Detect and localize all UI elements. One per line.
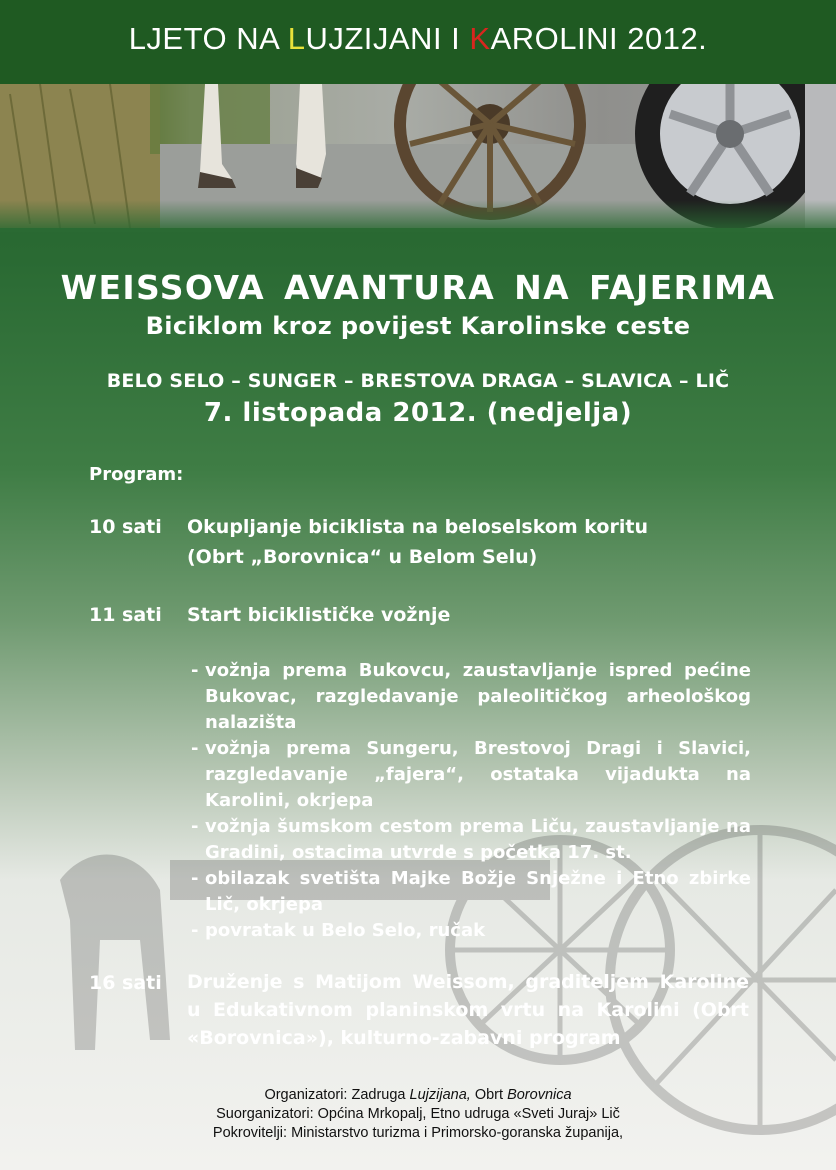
footer-organizers <box>0 1086 836 1105</box>
event-subtitle: Biciklom kroz povijest Karolinske ceste <box>145 312 691 340</box>
header-title-part: LJETO NA <box>128 21 288 56</box>
footer-text: Lujzijana, <box>409 1087 471 1103</box>
event-title: WEISSOVA AVANTURA NA FAJERIMA <box>60 268 776 307</box>
header-title-letter-k: K <box>469 21 491 56</box>
program-time: 10 sati <box>89 516 162 538</box>
footer-coorganizers: Suorganizatori: Općina Mrkopalj, Etno udruga «Sveti Juraj» Lič <box>216 1106 620 1122</box>
header-title-letter-l: L <box>287 21 306 56</box>
footer-text: Obrt <box>470 1087 508 1103</box>
program-item: Start biciklističke vožnje <box>187 604 451 626</box>
program-label: Program: <box>89 464 184 485</box>
list-item: - vožnja prema Sungeru, Brestovoj Dragi i Slavici, razgledavanje „fajera“, ostataka vijadukta na Karolini, okrjepa <box>191 736 751 814</box>
header-title-part: UJZIJANI I <box>305 21 470 56</box>
program-item <box>187 512 648 572</box>
footer-text: Borovnica <box>507 1087 572 1103</box>
event-route: BELO SELO – SUNGER – BRESTOVA DRAGA – SLAVICA – LIČ <box>106 370 730 392</box>
program-item-line: (Obrt „Borovnica“ u Belom Selu) <box>187 546 538 568</box>
list-item: - vožnja šumskom cestom prema Liču, zaustavljanje na Gradini, ostacima utvrde s početka 17. st. <box>191 814 751 866</box>
footer-credits <box>0 1086 836 1143</box>
program-bullet-list <box>191 658 751 944</box>
photo-strip-fade <box>0 200 836 232</box>
header-title-part: AROLINI 2012. <box>490 21 708 56</box>
footer-text: Organizatori: Zadruga <box>264 1087 410 1103</box>
program-time: 16 sati <box>89 972 162 994</box>
list-item: - obilazak svetišta Majke Božje Snježne i Etno zbirke Lič, okrjepa <box>191 866 751 918</box>
program-item-line: Okupljanje biciklista na beloselskom koritu <box>187 516 648 538</box>
list-item: - povratak u Belo Selo, ručak <box>191 918 751 944</box>
header-band <box>0 0 836 84</box>
header-title <box>129 21 708 57</box>
program-time: 11 sati <box>89 604 162 626</box>
event-date: 7. listopada 2012. (nedjelja) <box>203 398 633 428</box>
list-item: - vožnja prema Bukovcu, zaustavljanje ispred pećine Bukovac, razgledavanje paleolitičkog arheološkog nalazišta <box>191 658 751 736</box>
program-item: Druženje s Matijom Weissom, graditeljem Karoline u Edukativnom planinskom vrtu na Karolini (Obrt «Borovnica»), kulturno-zabavni program <box>187 971 749 1049</box>
footer-sponsors: Pokrovitelji: Ministarstvo turizma i Primorsko-goranska županija, <box>212 1125 624 1141</box>
